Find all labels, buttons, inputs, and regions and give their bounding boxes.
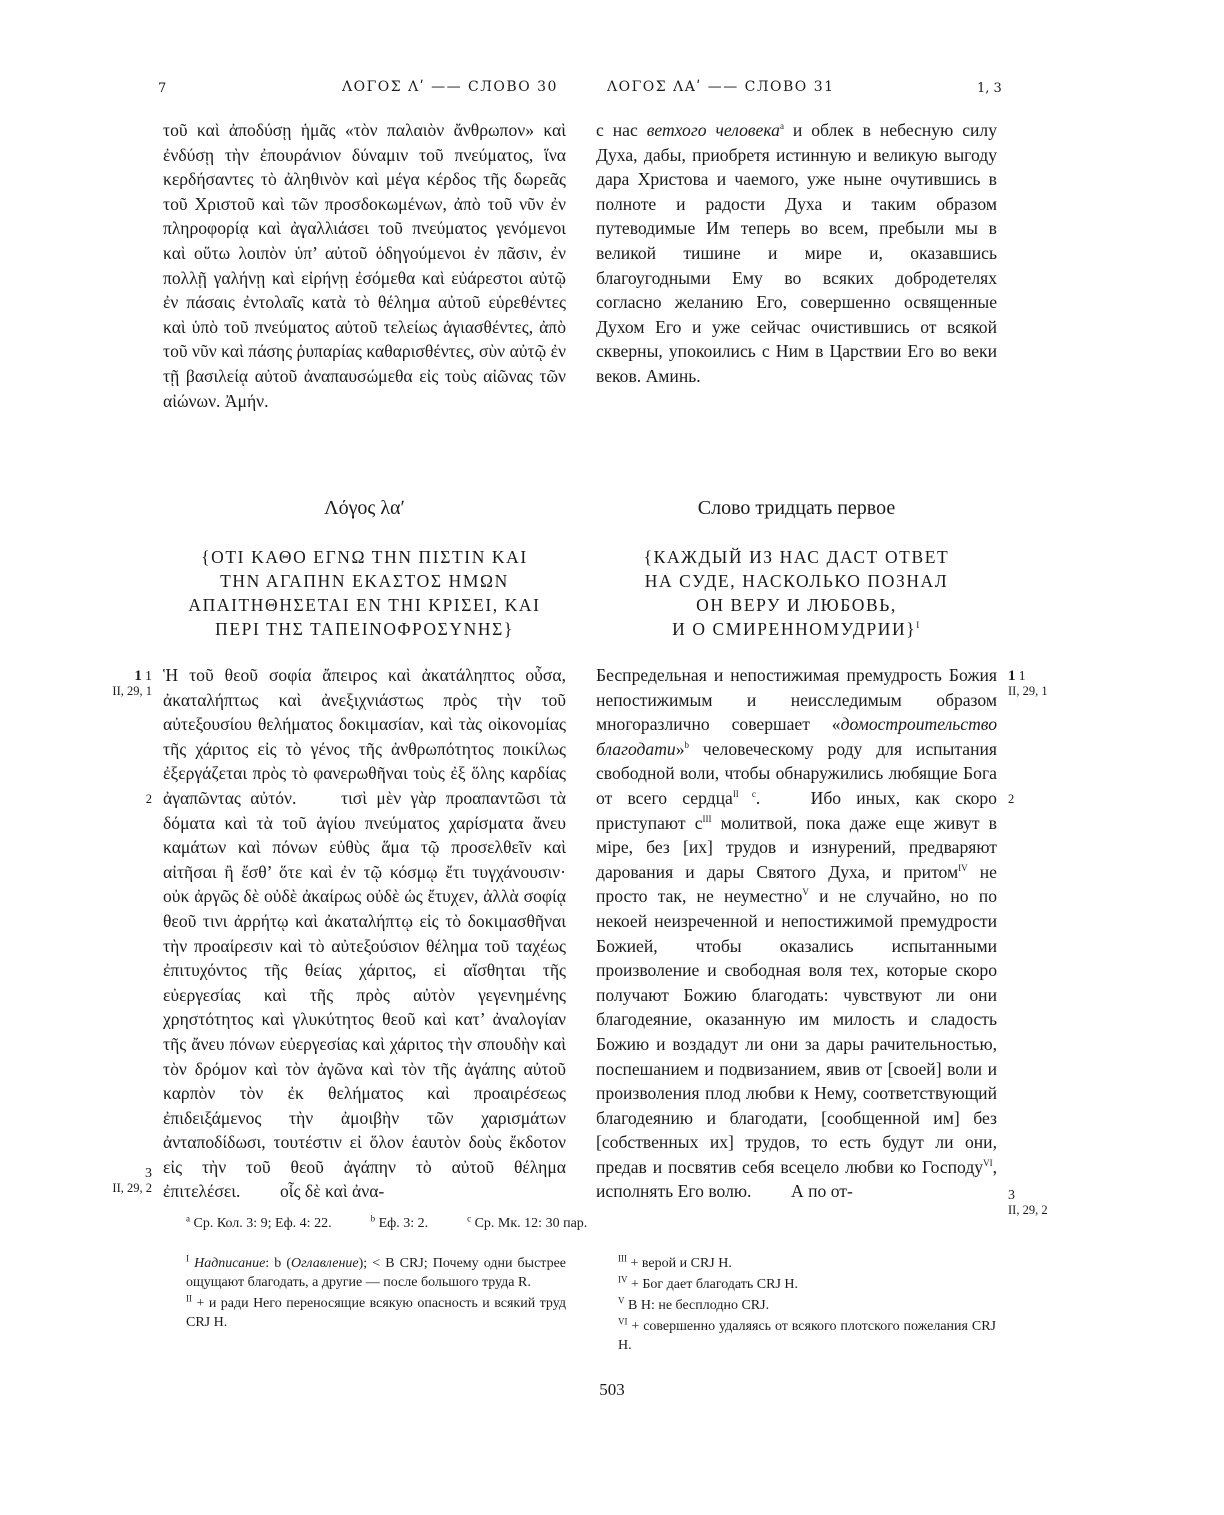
footnote-text: + и ради Него переносящие всякую опасность и всякий труд CRJ H. (186, 1296, 566, 1330)
footnote-mark: II (186, 1293, 192, 1304)
cross-reference: II, 29, 1 (112, 684, 152, 698)
russian-text-run: » (675, 738, 685, 759)
footnote-text: : b ( (265, 1256, 292, 1271)
cross-reference: II, 29, 2 (1008, 1203, 1048, 1217)
right-chapter-ref: 1, 3 (977, 81, 1002, 96)
right-margin-chapter (1008, 669, 1058, 698)
left-page-number: 7 (158, 81, 167, 96)
left-margin-chapter (102, 669, 152, 698)
russian-subtitle-line: {КАЖДЫЙ ИЗ НАС ДАСТ ОТВЕТ (643, 547, 950, 567)
top-russian-text (596, 118, 997, 389)
russian-italic-run: домостроительство благодати (596, 714, 997, 759)
left-margin-section-3 (102, 1167, 152, 1195)
greek-paragraph-1: Ἡ τοῦ θεοῦ σοφία ἄπειρος καὶ ἀκατάληπτος οὖσα, ἀκαταλήπτως καὶ ἀνεξιχνιάστως πρὸς τὴν τοῦ αὐτεξουσίου θελήματος δοκιμασίαν, καὶ τὰς οἰκονομίας τῆς χάριτος εἰς τὸ γένος τῆς ἀνθρωπότητος ποικίλως ἐξεργάζεται πρὸς τὸ φανερωθῆναι τοὺς ἐξ ὅλης καρδίας ἀγαπῶντας αὐτόν. (163, 665, 566, 808)
left-running-head: ΛΟΓΟΣ Λʹ —— СЛОВО 30 (342, 79, 558, 95)
footnote-ref-V: V (802, 887, 809, 898)
footnote-mark: a (186, 1213, 190, 1224)
greek-subtitle (163, 545, 566, 641)
footnote-text: Ср. Мк. 12: 30 пар. (474, 1216, 588, 1231)
bible-footnotes (186, 1214, 587, 1233)
footnote-ref-b: b (684, 739, 690, 750)
top-russian-t2: и облек в небесную силу Духа, дабы, приобретя истинную и великую выгоду дара Христова и чаемого, уже ныне очутившись в полноте и радости Духа и таким образом путеводимые Им теперь во всем, пребыли мы в великой тишине и мире и, оказавшись благоугодными Ему во всяких добродетелях согласно желанию Его, совершенно освященные Духом Его и уже сейчас очистившись от всякой скверны, упокоились с Ним в Царствии Его во веки веков. Аминь. (596, 120, 997, 386)
apparatus-footnotes-left (186, 1254, 566, 1334)
main-russian-text (596, 663, 997, 1204)
footnote-text: В H: не бесплодно CRJ. (628, 1298, 770, 1313)
footnote-ref-VI: VI (983, 1158, 993, 1169)
top-russian-t1: с нас (596, 120, 647, 140)
top-russian-italic: ветхого человека (646, 120, 780, 140)
cross-reference: II, 29, 1 (1008, 684, 1048, 698)
footnote-mark: III (618, 1253, 627, 1264)
footnote-ref-II-c: II c (732, 789, 756, 800)
section-number: 1 (1018, 669, 1026, 684)
top-greek-text (163, 118, 566, 413)
main-greek-text (163, 663, 566, 1204)
greek-subtitle-line: ΠΕΡΙ ΤΗΣ ΤΑΠΕΙΝΟΦΡΟΣΥΝΗΣ} (215, 619, 514, 639)
section-number: 1 (145, 669, 152, 684)
right-running-head: ΛΟΓΟΣ ΛΑʹ —— СЛОВО 31 (607, 79, 835, 95)
russian-chapter-title: Слово тридцать первое (697, 497, 896, 519)
footnote-mark: VI (618, 1316, 628, 1327)
footnote-ref-IV: IV (958, 862, 968, 873)
greek-subtitle-line: {ΟΤΙ ΚΑΘΟ ΕΓΝΩ ΤΗΝ ΠΙΣΤΙΝ ΚΑΙ (201, 547, 528, 567)
russian-text-run: молитвой, пока даже еще живут в міре, без [их] трудов и изнурений, предваряют дарования и дары Святого Духа, и притом (596, 812, 997, 882)
greek-subtitle-line: ΑΠΑΙΤΗΘΗΣΕΤΑΙ ΕΝ ΤΗΙ ΚΡΙΣΕΙ, ΚΑΙ (188, 595, 541, 615)
footnote-mark: IV (618, 1274, 628, 1285)
footnote-text: + Бог дает благодать CRJ H. (631, 1277, 799, 1292)
russian-subtitle (596, 545, 997, 641)
greek-paragraph-2: τισὶ μὲν γὰρ προαπαντῶσι τὰ δόματα καὶ τὰ τοῦ ἁγίου πνεύματος χαρίσματα ἄνευ καμάτων καὶ πόνων εὐθὺς ἅμα τῷ προσελθεῖν καὶ αἰτῆσαι ἢ ἔσθ’ ὅτε καὶ ἐν τῷ κόσμῳ ἔτι τυγχάνουσιν· οὐκ ἀργῶς δὲ οὐδὲ ἀκαίρως οὐδὲ ὡς ἔτυχεν, ἀλλὰ σοφίᾳ θεοῦ τινι ἀρρήτῳ καὶ ἀκαταλήπτῳ εἰς τὸ δοκιμασθῆναι τὴν προαίρεσιν καὶ τὸ αὐτεξούσιον θέλημα τοῦ ταχέως ἐπιτυχόντος τῆς θείας χάριτος, εἰ αἴσθηται τῆς εὐεργεσίας καὶ τῆς πρὸς αὐτὸν γεγενημένης χρηστότητος καὶ γλυκύτητος θεοῦ καὶ κατ’ ἀναλογίαν τῆς ἄνευ πόνων εὐεργεσίας καὶ χάριτος τὴν σπουδὴν καὶ τὸν δρόμον καὶ τὸν ἀγῶνα καὶ τὸν τῆς ἀγάπης αὐτοῦ καρπὸν τὸν ἐκ θελήματος καὶ προαιρέσεως ἐπιδειξάμενος τὴν ἀμοιβὴν τῶν χαρισμάτων ἀνταποδίδωσι, τουτέστιν εἰ ὅλον ἑαυτὸν δοὺς ἔκδοτον εἰς τὴν τοῦ θεοῦ ἀγάπην τὸ αὐτοῦ θέλημα ἐπιτελέσει. (163, 787, 566, 1202)
russian-text-run: Беспредельная и непостижимая премудрость Божия непостижимым и неисследимым образом многоразлично совершает « (596, 665, 997, 735)
russian-subtitle-line: И О СМИРЕННОМУДРИИ}$^I$ (672, 619, 921, 639)
section-number: 3 (145, 1166, 152, 1181)
greek-chapter-title: Λόγος λαʹ (324, 497, 405, 519)
russian-text-run: . (755, 787, 761, 808)
section-number: 3 (1008, 1188, 1015, 1203)
top-greek-amen: Ἀμήν. (224, 390, 269, 411)
page-number: 503 (599, 1380, 625, 1399)
russian-text-run: и не случайно, но по некоей неизреченной и непостижимой премудрости Божией, чтобы оказались испытанными произволение и свободная воля тех, которые скоро получают Божию благодать: чувствуют ли они благодеяние, оказанную им милость и сладость Божию и воздадут ли они за дары рачительностью, поспешанием и подвизанием, явив от [своей] воли и произволения плод любви к Нему, соответствующий благодеянию и благодати, [сообщенной им] без [собственных их] трудов, то есть будут ли они, предав и посвятив себя всецело любви ко Господу (596, 886, 997, 1177)
footnote-ref-a: a (779, 121, 784, 132)
footnote-text: Еф. 3: 2. (378, 1216, 429, 1231)
footnote-mark: c (467, 1213, 472, 1224)
footnote-text: + совершенно удаляясь от всякого плотского пожелания CRJ H. (618, 1319, 997, 1353)
chapter-number: 1 (134, 668, 142, 684)
cross-reference: II, 29, 2 (112, 1181, 152, 1195)
footnote-mark: b (370, 1213, 376, 1224)
footnote-mark: I (186, 1253, 189, 1264)
russian-text-run: , исполнять Его волю. (596, 1156, 997, 1202)
right-margin-section-2: 2 (1008, 792, 1015, 806)
footnote-ref-I: I (916, 620, 921, 631)
russian-text-run: А по от- (791, 1181, 853, 1202)
russian-subtitle-line: НА СУДЕ, НАСКОЛЬКО ПОЗНАЛ (644, 571, 949, 591)
footnote-text: Ср. Кол. 3: 9; Еф. 4: 22. (193, 1216, 332, 1231)
russian-text-run: человеческому роду для испытания свободной воли, чтобы обнаружились любящие Бога от всего сердца (596, 738, 997, 808)
footnote-ref-III: III (702, 813, 712, 824)
footnote-text: + верой и CRJ H. (630, 1256, 732, 1271)
footnote-mark: V (618, 1295, 625, 1306)
greek-paragraph-3: οἷς δὲ καὶ ἀνα- (279, 1181, 385, 1202)
russian-text-run: не просто так, не неуместно (596, 861, 997, 907)
russian-text-run: Ибо иных, как скоро приступают с (596, 787, 997, 833)
greek-subtitle-line: ΤΗΝ ΑΓΑΠΗΝ ΕΚΑΣΤΟΣ ΗΜΩΝ (220, 571, 509, 591)
footnote-text: ); < B CRJ; Почему одни быстрее ощущают благодать, а другие — после большого труда R. (186, 1256, 567, 1290)
footnote-italic: Надписание (194, 1256, 266, 1271)
chapter-number: 1 (1008, 668, 1016, 684)
right-margin-section-3 (1008, 1189, 1058, 1217)
left-margin-section-2: 2 (145, 792, 152, 806)
footnote-italic: Оглавление (291, 1256, 359, 1271)
top-greek-body: τοῦ καὶ ἀποδύσῃ ἡμᾶς «τὸν παλαιὸν ἄνθρωπον» καὶ ἐνδύσῃ τὴν ἐπουράνιον δύναμιν τοῦ πνεύματος, ἵνα κερδήσαντες τὸ ἀληθινὸν καὶ μέγα κέρδος τῆς δωρεᾶς τοῦ Χριστοῦ καὶ τῶν προσδοκωμένων, ἀπὸ τοῦ νῦν ἐν πληροφορίᾳ καὶ ἀγαλλιάσει τοῦ πνεύματος γενόμενοι καὶ οὕτω λοιπὸν ὑπ’ αὐτοῦ ὁδηγούμενοι ἐν πᾶσιν, ἐν πολλῇ γαλήνῃ καὶ εἰρήνῃ ἐσόμεθα καὶ εὐάρεστοι αὐτῷ ἐν πάσαις ἐντολαῖς κατὰ τὸ θέλημα αὐτοῦ εὑρεθέντες καὶ ὑπὸ τοῦ πνεύματος αὐτοῦ τελείως ἁγιασθέντες, ἀπὸ τοῦ νῦν καὶ πάσης ῥυπαρίας καθαρισθέντες, σὺν αὐτῷ ἐν τῇ βασιλείᾳ αὐτοῦ ἀναπαυσώμεθα εἰς τοὺς αἰῶνας τῶν αἰώνων. (163, 120, 566, 411)
apparatus-footnotes-right (618, 1254, 996, 1357)
russian-subtitle-line: ОН ВЕРУ И ЛЮБОВЬ, (696, 595, 897, 615)
